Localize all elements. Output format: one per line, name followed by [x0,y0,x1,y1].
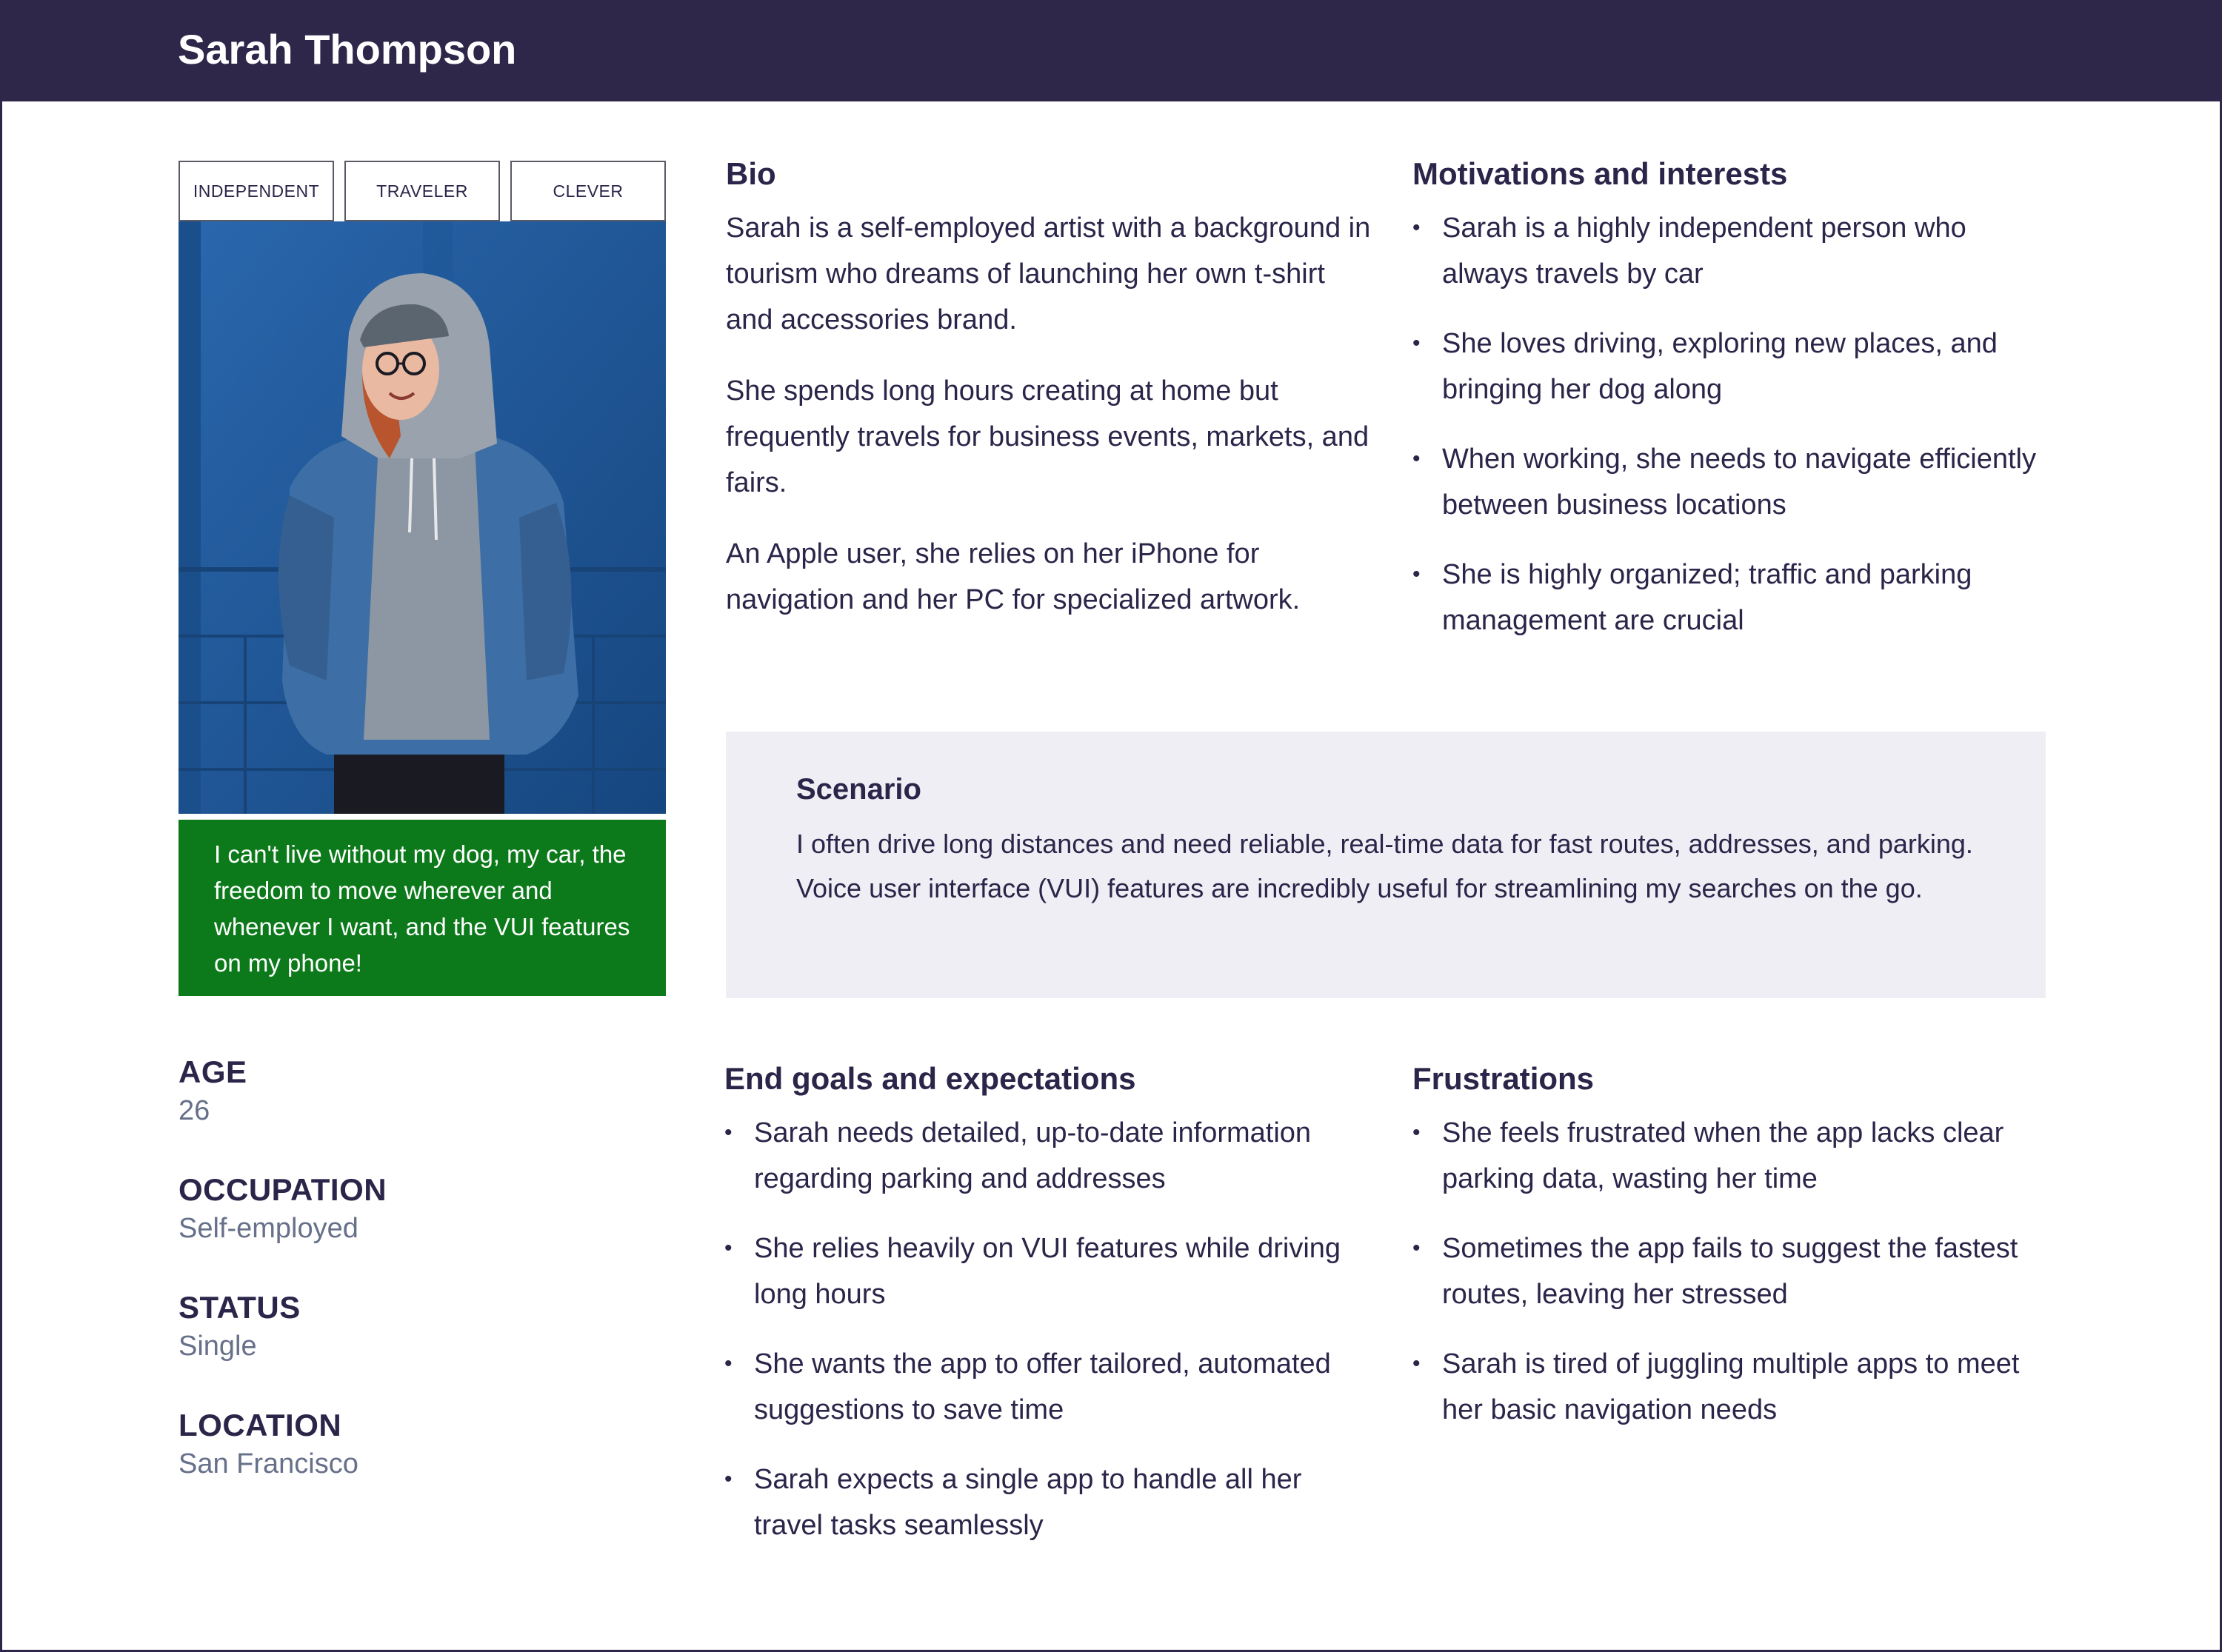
goals-list [724,1110,1376,1548]
motivations-list [1412,205,2057,643]
fact-value: San Francisco [179,1448,358,1479]
list-item: • Sarah needs detailed, up-to-date information regarding parking and addresses [724,1110,1376,1202]
quote-text: I can't live without my dog, my car, the freedom to move wherever and whenever I want, and the VUI features on my phone! [214,840,630,977]
scenario-box [726,732,2046,998]
list-item: • She is highly organized; traffic and parking management are crucial [1412,552,2057,643]
goals-title: End goals and expectations [724,1061,1136,1096]
fact-value: Single [179,1331,257,1362]
fact-label: AGE [179,1054,247,1089]
fact-age [179,1053,247,1130]
fact-value: 26 [179,1095,210,1126]
list-item: • When working, she needs to navigate efficiently between business locations [1412,436,2057,528]
fact-location [179,1406,358,1483]
motivations-section [1412,152,2057,643]
fact-label: LOCATION [179,1408,342,1442]
persona-tags [179,161,666,221]
frustrations-title: Frustrations [1412,1061,1595,1096]
persona-quote [179,820,666,996]
scenario-title: Scenario [796,773,921,806]
tag-clever: CLEVER [510,161,666,221]
fact-status [179,1288,301,1365]
fact-label: OCCUPATION [179,1172,387,1207]
fact-occupation [179,1171,387,1248]
motivations-title: Motivations and interests [1412,156,1788,191]
persona-photo [179,221,666,814]
persona-name: Sarah Thompson [178,26,517,73]
fact-value: Self-employed [179,1213,358,1244]
list-item: • Sarah expects a single app to handle all her travel tasks seamlessly [724,1457,1376,1548]
list-item: • She wants the app to offer tailored, automated suggestions to save time [724,1341,1376,1433]
bio-paragraph: An Apple user, she relies on her iPhone for navigation and her PC for specialized artwork. [726,538,1301,615]
goals-section [724,1057,1376,1548]
list-item: • Sarah is tired of juggling multiple apps to meet her basic navigation needs [1412,1341,2057,1433]
fact-label: STATUS [179,1290,301,1325]
bio-paragraph: Sarah is a self-employed artist with a background in tourism who dreams of launching her own t-shirt and accessories brand. [726,213,1371,335]
frustrations-list [1412,1110,2057,1433]
bio-section [726,152,1378,623]
tag-independent: INDEPENDENT [179,161,334,221]
bio-title: Bio [726,156,776,191]
bio-paragraph: She spends long hours creating at home but frequently travels for business events, markets, and fairs. [726,375,1369,498]
list-item: • She loves driving, exploring new places, and bringing her dog along [1412,321,2057,412]
frustrations-section [1412,1057,2057,1433]
tag-traveler: TRAVELER [344,161,500,221]
list-item: • She feels frustrated when the app lacks clear parking data, wasting her time [1412,1110,2057,1202]
scenario-text: I often drive long distances and need reliable, real-time data for fast routes, addresses, and parking. Voice user interface (VUI) features are incredibly useful for streamlining my searches on the go. [796,829,1973,903]
list-item: • Sometimes the app fails to suggest the fastest routes, leaving her stressed [1412,1225,2057,1317]
list-item: • She relies heavily on VUI features while driving long hours [724,1225,1376,1317]
list-item: • Sarah is a highly independent person who always travels by car [1412,205,2057,297]
page-header [0,0,2222,101]
